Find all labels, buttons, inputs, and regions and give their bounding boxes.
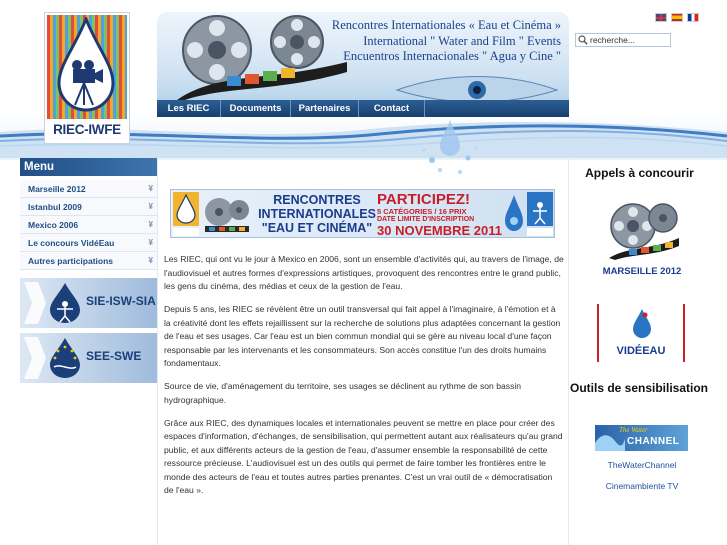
top-navigation (157, 100, 569, 117)
arrow-right-icon (24, 337, 46, 379)
chevron-down-icon: ¥ (148, 238, 153, 247)
water-drop-icon (503, 193, 525, 235)
partner-see-swe[interactable] (20, 333, 157, 383)
promo-call-to-action (377, 192, 503, 238)
outils-title: Outils de sensibilisation (569, 381, 709, 395)
promo-categories: 5 CATÉGORIES / 16 PRIX (377, 207, 467, 216)
appels-title: Appels à concourir (585, 166, 694, 180)
marseille-label: MARSEILLE 2012 (602, 266, 682, 277)
link-thewaterchannel[interactable]: TheWaterChannel (607, 460, 677, 470)
site-logo[interactable] (44, 12, 130, 144)
article-paragraph: Grâce aux RIEC, des dynamiques locales et internationales peuvent se mettre en place pour créer des espaces d'information, d'échanges, de sensibilisation, qui permettent autant aux réalisateurs qu'au grand public, et aux différents acteurs de la gestion de l'eau, d'assumer ensemble la responsabilité de cette ressource précieuse. L'audiovisuel est un des outils qui permet de faire tomber les frontières entre le monde des acteurs de l'eau et toutes autres parties prenantes. C'est un vrai outil de « démocratisation de l'eau ». (164, 417, 563, 495)
partner-sie-isw-sia[interactable] (20, 278, 157, 328)
right-sidebar (569, 158, 727, 545)
promo-cta: PARTICIPEZ! (377, 191, 471, 208)
water-drop-camera-icon (55, 17, 117, 115)
chevron-down-icon: ¥ (148, 202, 153, 211)
waterchannel-logo-bottom: CHANNEL (627, 436, 680, 447)
article-paragraph: Source de vie, d'aménagement du territoire, ses usages se déclinent au rythme de son bassin hydrographique. (164, 381, 522, 405)
nav-partenaires[interactable]: Partenaires (291, 100, 359, 117)
promo-banner[interactable] (170, 189, 555, 238)
sidebar-item-label: Mexico 2006 (28, 220, 79, 230)
article-paragraph: Les RIEC, qui ont vu le jour à Mexico en 2006, sont un ensemble d'activités qui, au travers de l'image, de l'audiovisuel et autres formes d'expressions artistiques, provoquent des rencontres entre le grand public, les gens du cinéma, des médias et ceux de la gestion de l'eau. (164, 254, 564, 291)
arrow-right-icon (24, 282, 46, 324)
partner-label: SEE-SWE (86, 349, 142, 363)
waterchannel-logo-top: The Water (619, 426, 648, 434)
chevron-down-icon: ¥ (148, 220, 153, 229)
sidebar-item-concours-videau[interactable] (20, 234, 157, 252)
nav-documents[interactable]: Documents (221, 100, 291, 117)
banner-title-fr: Rencontres Internationales « Eau et Cinéma » (331, 18, 561, 32)
film-reel-icon (201, 194, 253, 234)
sidebar-item-label: Istanbul 2009 (28, 202, 82, 212)
left-sidebar (20, 158, 157, 545)
sidebar-item-label: Autres participations (28, 256, 114, 266)
search-box (575, 33, 671, 47)
marseille-2012-card[interactable] (597, 200, 687, 284)
flag-spanish-icon[interactable] (671, 13, 683, 22)
sidebar-item-marseille-2012[interactable] (20, 180, 157, 198)
chevron-down-icon: ¥ (148, 184, 153, 193)
videau-label: VIDÉEAU (616, 345, 666, 357)
vitruvian-drop-icon (46, 282, 84, 324)
search-icon (578, 35, 588, 45)
banner-title-es: Encuentros Internacionales " Agua y Cine " (343, 49, 561, 63)
link-cinemambiente-tv[interactable]: Cinemambiente TV (605, 481, 679, 491)
sidebar-item-label: Le concours VidéEau (28, 238, 115, 248)
eu-stars-drop-icon (46, 337, 84, 379)
sidebar-item-istanbul-2009[interactable] (20, 198, 157, 216)
promo-deadline-label: DATE LIMITE D'INSCRIPTION (377, 216, 475, 223)
menu-title: Menu (20, 158, 157, 176)
videau-card[interactable] (597, 304, 685, 362)
chevron-down-icon: ¥ (148, 256, 153, 265)
article-body (164, 253, 564, 507)
riec-logo-icon (173, 192, 199, 236)
main-content (157, 158, 569, 545)
promo-deadline-date: 30 NOVEMBRE 2011 (377, 223, 503, 238)
logo-text: RIEC-IWFE (53, 122, 121, 137)
film-reel-icon (157, 12, 357, 100)
nav-les-riec[interactable]: Les RIEC (157, 100, 221, 117)
banner-title-en: International " Water and Film " Events (363, 34, 561, 48)
flag-english-icon[interactable] (655, 13, 667, 22)
sidebar-item-label: Marseille 2012 (28, 184, 86, 194)
sidebar-item-mexico-2006[interactable] (20, 216, 157, 234)
water-drop-icon (631, 308, 653, 340)
language-switcher (655, 13, 699, 22)
nav-contact[interactable]: Contact (359, 100, 425, 117)
article-paragraph: Depuis 5 ans, les RIEC se révèlent être un outil transversal qui fait appel à l'imaginaire, à l'émotion et à la créativité dont les effets rejaillissent sur la recherche de solutions plus adaptées concernant la gestion de l'eau et ses usages. Car l'eau est un bien commun mondial qui se gère au niveau local d'une façon responsable par les intervenants et les consommateurs. Son accès constitue l'un des droits humains fondamentaux. (164, 304, 561, 368)
sie-logo-icon (527, 192, 553, 236)
film-reel-icon (603, 200, 681, 260)
waterchannel-logo[interactable] (595, 425, 688, 451)
sidebar-item-autres-participations[interactable] (20, 252, 157, 270)
search-input[interactable] (590, 35, 670, 45)
flag-french-icon[interactable] (687, 13, 699, 22)
partner-label: SIE-ISW-SIA (86, 294, 156, 308)
promo-title: RENCONTRES INTERNATIONALES "EAU ET CINÉMA" (258, 193, 376, 235)
